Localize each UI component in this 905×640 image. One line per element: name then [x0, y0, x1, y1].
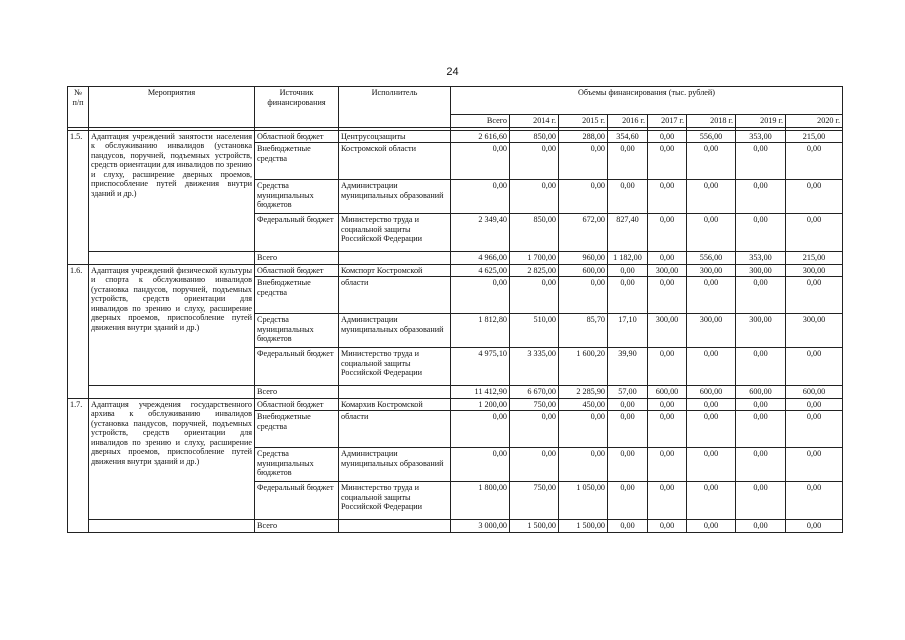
value-cell: 0,00: [608, 180, 648, 214]
value-cell: 1 500,00: [510, 520, 559, 533]
value-cell: 0,00: [648, 448, 687, 482]
value-cell: 0,00: [648, 520, 687, 533]
value-cell: 0,00: [687, 482, 736, 520]
row-number: 1.6.: [68, 264, 89, 398]
value-cell: 600,00: [559, 264, 608, 277]
value-cell: 0,00: [510, 411, 559, 448]
header-year: 2019 г.: [736, 115, 786, 128]
value-cell: 0,00: [608, 482, 648, 520]
page-number: 24: [446, 66, 459, 78]
executor-cell: Министерство труда и социальной защиты Российской Федерации: [339, 482, 451, 520]
value-cell: 0,00: [736, 411, 786, 448]
value-cell: 0,00: [736, 398, 786, 411]
executor-cell: Центрусоцзащиты: [339, 130, 451, 143]
value-cell: 85,70: [559, 314, 608, 348]
value-cell: 353,00: [736, 130, 786, 143]
value-cell: 2 285,90: [559, 386, 608, 399]
activity-empty-cell: [89, 520, 255, 533]
value-cell: 0,00: [736, 520, 786, 533]
value-cell: 0,00: [786, 180, 843, 214]
value-cell: 0,00: [608, 411, 648, 448]
executor-cell: [339, 520, 451, 533]
value-cell: 17,10: [608, 314, 648, 348]
row-number: 1.5.: [68, 130, 89, 264]
value-cell: 0,00: [786, 214, 843, 252]
value-cell: 0,00: [687, 411, 736, 448]
executor-cell: Министерство труда и социальной защиты Российской Федерации: [339, 214, 451, 252]
value-cell: 0,00: [687, 398, 736, 411]
executor-cell: Комспорт Костромской: [339, 264, 451, 277]
value-cell: 2 616,60: [451, 130, 510, 143]
value-cell: 0,00: [648, 277, 687, 314]
value-cell: 4 975,10: [451, 348, 510, 386]
value-cell: 0,00: [451, 411, 510, 448]
header-year: Всего: [451, 115, 510, 128]
value-cell: 0,00: [648, 143, 687, 180]
table-row: [68, 520, 843, 533]
value-cell: 3 000,00: [451, 520, 510, 533]
value-cell: 0,00: [648, 482, 687, 520]
table-row: [68, 252, 843, 265]
source-cell: Внебюджетные средства: [255, 411, 339, 448]
value-cell: 300,00: [648, 314, 687, 348]
value-cell: 600,00: [736, 386, 786, 399]
value-cell: 1 800,00: [451, 482, 510, 520]
value-cell: 0,00: [736, 448, 786, 482]
value-cell: 0,00: [559, 448, 608, 482]
executor-cell: Комархив Костромской: [339, 398, 451, 411]
value-cell: 0,00: [648, 348, 687, 386]
value-cell: 0,00: [786, 143, 843, 180]
value-cell: 0,00: [510, 180, 559, 214]
header-source: Источник финансирования: [255, 87, 339, 128]
header-year: 2018 г.: [687, 115, 736, 128]
activity-cell: Адаптация учреждений физической культуры и спорта к обслуживанию инвалидов (установка пандусов, поручней, подъемных устройств, средств ориентации для инвалидов по зрению и слуху, расширение дверных проемов, приспособление путей движения внутри зданий и др.): [89, 264, 255, 386]
header-activity: Мероприятия: [89, 87, 255, 128]
value-cell: 4 966,00: [451, 252, 510, 265]
value-cell: 4 625,00: [451, 264, 510, 277]
activity-empty-cell: [89, 386, 255, 399]
value-cell: 2 349,40: [451, 214, 510, 252]
source-cell: Внебюджетные средства: [255, 277, 339, 314]
value-cell: 0,00: [648, 130, 687, 143]
value-cell: 0,00: [608, 448, 648, 482]
executor-cell: Администрации муниципальных образований: [339, 448, 451, 482]
value-cell: 0,00: [736, 482, 786, 520]
value-cell: 300,00: [786, 264, 843, 277]
executor-cell: области: [339, 277, 451, 314]
activity-empty-cell: [89, 252, 255, 265]
value-cell: 0,00: [687, 143, 736, 180]
value-cell: 1 200,00: [451, 398, 510, 411]
value-cell: 215,00: [786, 130, 843, 143]
value-cell: 11 412,90: [451, 386, 510, 399]
table-row: [68, 130, 843, 143]
source-cell: Внебюджетные средства: [255, 143, 339, 180]
value-cell: 0,00: [608, 520, 648, 533]
source-cell: Средства муниципальных бюджетов: [255, 448, 339, 482]
value-cell: 1 812,80: [451, 314, 510, 348]
header-year: 2016 г.: [608, 115, 648, 128]
value-cell: 1 500,00: [559, 520, 608, 533]
table-row: [68, 398, 843, 411]
value-cell: 0,00: [736, 180, 786, 214]
value-cell: 850,00: [510, 130, 559, 143]
value-cell: 300,00: [648, 264, 687, 277]
value-cell: 3 335,00: [510, 348, 559, 386]
source-cell: Областной бюджет: [255, 398, 339, 411]
value-cell: 600,00: [786, 386, 843, 399]
value-cell: 353,00: [736, 252, 786, 265]
source-cell: Областной бюджет: [255, 130, 339, 143]
value-cell: 0,00: [559, 180, 608, 214]
value-cell: 827,40: [608, 214, 648, 252]
source-cell: Всего: [255, 386, 339, 399]
header-year: 2015 г.: [559, 115, 608, 128]
source-cell: Всего: [255, 520, 339, 533]
value-cell: 0,00: [648, 252, 687, 265]
value-cell: 354,60: [608, 130, 648, 143]
value-cell: 0,00: [451, 143, 510, 180]
value-cell: 450,00: [559, 398, 608, 411]
value-cell: 300,00: [736, 264, 786, 277]
value-cell: 0,00: [687, 348, 736, 386]
value-cell: 672,00: [559, 214, 608, 252]
value-cell: 0,00: [451, 180, 510, 214]
value-cell: 57,00: [608, 386, 648, 399]
header-year: 2020 г.: [786, 115, 843, 128]
source-cell: Средства муниципальных бюджетов: [255, 180, 339, 214]
value-cell: 1 600,20: [559, 348, 608, 386]
value-cell: 0,00: [736, 277, 786, 314]
table-row: [68, 386, 843, 399]
header-num: № п/п: [68, 87, 89, 128]
value-cell: 0,00: [608, 277, 648, 314]
value-cell: 556,00: [687, 130, 736, 143]
value-cell: 0,00: [451, 277, 510, 314]
value-cell: 0,00: [648, 398, 687, 411]
value-cell: 600,00: [648, 386, 687, 399]
executor-cell: Администрации муниципальных образований: [339, 180, 451, 214]
source-cell: Федеральный бюджет: [255, 482, 339, 520]
value-cell: 750,00: [510, 482, 559, 520]
value-cell: 0,00: [687, 448, 736, 482]
value-cell: 0,00: [559, 411, 608, 448]
source-cell: Всего: [255, 252, 339, 265]
executor-cell: Администрации муниципальных образований: [339, 314, 451, 348]
value-cell: 39,90: [608, 348, 648, 386]
source-cell: Федеральный бюджет: [255, 348, 339, 386]
value-cell: 2 825,00: [510, 264, 559, 277]
value-cell: 0,00: [559, 277, 608, 314]
value-cell: 0,00: [736, 348, 786, 386]
financing-table: [67, 86, 843, 533]
value-cell: 1 700,00: [510, 252, 559, 265]
value-cell: 0,00: [786, 277, 843, 314]
executor-cell: Костромской области: [339, 143, 451, 180]
value-cell: 0,00: [786, 398, 843, 411]
value-cell: 300,00: [687, 264, 736, 277]
value-cell: 215,00: [786, 252, 843, 265]
value-cell: 6 670,00: [510, 386, 559, 399]
source-cell: Областной бюджет: [255, 264, 339, 277]
value-cell: 288,00: [559, 130, 608, 143]
activity-cell: Адаптация учреждения государственного архива к обслуживанию инвалидов (установка пандусов, поручней, подъемных устройств, средств ориентации для инвалидов по зрению и слуху, расширение дверных проемов, приспособление путей движения внутри зданий и др.): [89, 398, 255, 520]
value-cell: 750,00: [510, 398, 559, 411]
value-cell: 1 182,00: [608, 252, 648, 265]
value-cell: 0,00: [786, 448, 843, 482]
value-cell: 0,00: [786, 520, 843, 533]
source-cell: Средства муниципальных бюджетов: [255, 314, 339, 348]
value-cell: 0,00: [608, 264, 648, 277]
table-row: [68, 264, 843, 277]
source-cell: Федеральный бюджет: [255, 214, 339, 252]
value-cell: 0,00: [736, 143, 786, 180]
activity-cell: Адаптация учреждений занятости населения к обслуживанию инвалидов (установка пандусов, поручней, подъемных устройств, средств ориентации для инвалидов по зрению и слуху, расширение дверных проемов, приспособление путей движения внутри зданий и др.): [89, 130, 255, 252]
header-executor: Исполнитель: [339, 87, 451, 128]
value-cell: 300,00: [687, 314, 736, 348]
value-cell: 0,00: [786, 348, 843, 386]
value-cell: 0,00: [510, 448, 559, 482]
value-cell: 0,00: [687, 277, 736, 314]
executor-cell: [339, 386, 451, 399]
value-cell: 510,00: [510, 314, 559, 348]
value-cell: 300,00: [736, 314, 786, 348]
value-cell: 850,00: [510, 214, 559, 252]
value-cell: 0,00: [687, 180, 736, 214]
value-cell: 0,00: [559, 143, 608, 180]
executor-cell: [339, 252, 451, 265]
row-number: 1.7.: [68, 398, 89, 532]
header-year: 2017 г.: [648, 115, 687, 128]
value-cell: 0,00: [510, 277, 559, 314]
value-cell: 0,00: [786, 482, 843, 520]
value-cell: 0,00: [648, 180, 687, 214]
value-cell: 0,00: [451, 448, 510, 482]
value-cell: 600,00: [687, 386, 736, 399]
value-cell: 300,00: [786, 314, 843, 348]
value-cell: 0,00: [608, 398, 648, 411]
header-year: 2014 г.: [510, 115, 559, 128]
value-cell: 0,00: [687, 214, 736, 252]
executor-cell: области: [339, 411, 451, 448]
value-cell: 0,00: [687, 520, 736, 533]
executor-cell: Министерство труда и социальной защиты Российской Федерации: [339, 348, 451, 386]
value-cell: 0,00: [648, 214, 687, 252]
value-cell: 0,00: [648, 411, 687, 448]
value-cell: 0,00: [510, 143, 559, 180]
value-cell: 0,00: [786, 411, 843, 448]
value-cell: 960,00: [559, 252, 608, 265]
value-cell: 1 050,00: [559, 482, 608, 520]
value-cell: 556,00: [687, 252, 736, 265]
value-cell: 0,00: [736, 214, 786, 252]
header-volume: Объемы финансирования (тыс. рублей): [451, 87, 843, 115]
value-cell: 0,00: [608, 143, 648, 180]
